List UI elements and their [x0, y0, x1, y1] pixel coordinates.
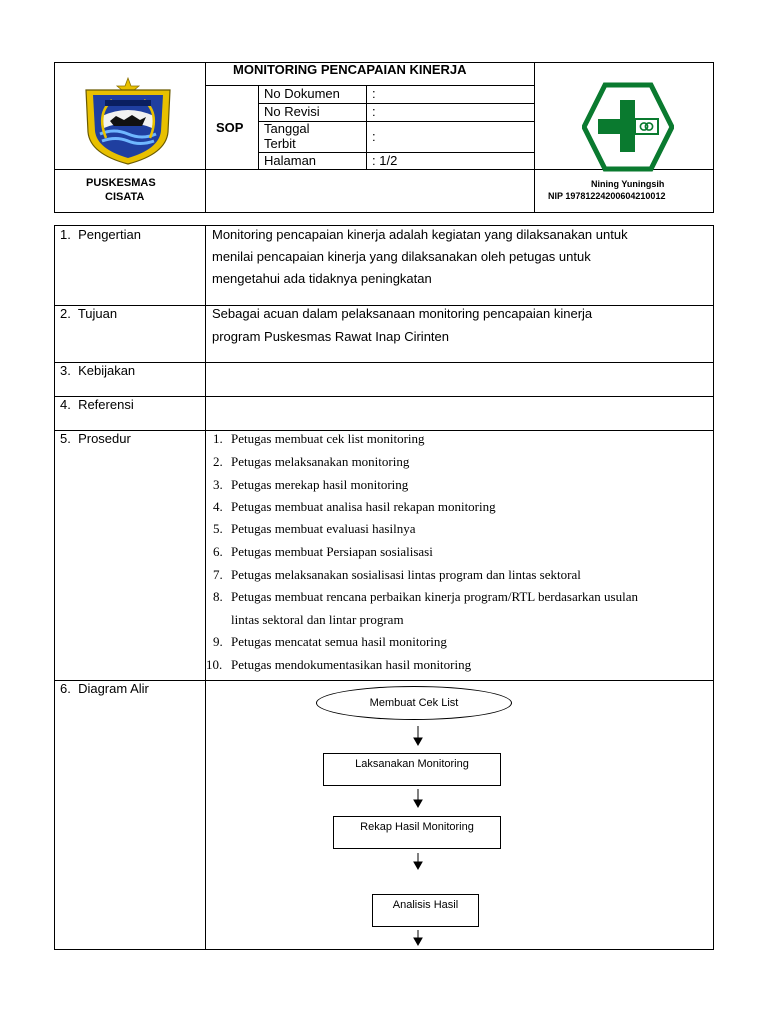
- meta-value-no-dokumen: :: [372, 86, 376, 101]
- section-label-pengertian: 1. Pengertian: [60, 227, 141, 242]
- meta-label-no-revisi: No Revisi: [264, 104, 320, 119]
- pengertian-line-2: menilai pencapaian kinerja yang dilaksanakan oleh petugas untuk: [212, 249, 591, 264]
- step-text: Petugas membuat rencana perbaikan kinerja program/RTL berdasarkan usulan: [231, 589, 638, 604]
- meta-label-no-dokumen: No Dokumen: [264, 86, 340, 101]
- tujuan-line-2: program Puskesmas Rawat Inap Cirinten: [212, 329, 449, 344]
- step-text: Petugas mencatat semua hasil monitoring: [231, 634, 447, 649]
- step-text: Petugas membuat cek list monitoring: [231, 431, 425, 446]
- step-text: Petugas membuat evaluasi hasilnya: [231, 521, 416, 536]
- step-text: Petugas membuat analisa hasil rekapan monitoring: [231, 499, 496, 514]
- step-number: 10.: [206, 657, 223, 672]
- step-text: Petugas mendokumentasikan hasil monitoring: [231, 657, 472, 672]
- flow-node-analisis: [372, 894, 479, 927]
- signer-nip: NIP 19781224200604210012: [548, 191, 666, 201]
- flow-node-rekap: [333, 816, 501, 849]
- tujuan-line-1: Sebagai acuan dalam pelaksanaan monitoring pencapaian kinerja: [212, 306, 593, 321]
- org-name-line2: CISATA: [105, 191, 145, 203]
- sop-label: SOP: [216, 120, 244, 135]
- step-number: 6.: [213, 544, 223, 559]
- step-number: 4.: [213, 499, 223, 514]
- pengertian-line-1: Monitoring pencapaian kinerja adalah kegiatan yang dilaksanakan untuk: [212, 227, 628, 242]
- meta-label-halaman: Halaman: [264, 153, 317, 168]
- meta-value-no-revisi: :: [372, 104, 376, 119]
- step-text-continued: lintas sektoral dan lintar program: [231, 612, 404, 627]
- flow-node-label: Analisis Hasil: [392, 899, 459, 911]
- step-number: 2.: [213, 454, 223, 469]
- section-label-prosedur: 5. Prosedur: [60, 431, 131, 446]
- pengertian-line-3: mengetahui ada tidaknya peningkatan: [212, 271, 432, 286]
- meta-label-tanggal: Tanggal: [264, 121, 310, 136]
- org-name-line1: PUSKESMAS: [86, 177, 156, 189]
- flow-node-laksanakan: [323, 753, 501, 786]
- step-text: Petugas melaksanakan sosialisasi lintas program dan lintas sektoral: [231, 567, 581, 582]
- step-number: 7.: [213, 567, 223, 582]
- step-number: 8.: [213, 589, 223, 604]
- step-number: 5.: [213, 521, 223, 536]
- section-label-diagram: 6. Diagram Alir: [60, 681, 149, 696]
- step-number: 9.: [213, 634, 223, 649]
- meta-label-terbit: Terbit: [264, 136, 296, 151]
- meta-value-halaman: : 1/2: [372, 153, 398, 168]
- step-text: Petugas membuat Persiapan sosialisasi: [231, 544, 433, 559]
- flow-node-label: Laksanakan Monitoring: [355, 758, 469, 770]
- step-text: Petugas melaksanakan monitoring: [231, 454, 410, 469]
- meta-value-tanggal-terbit: :: [372, 129, 376, 144]
- section-label-tujuan: 2. Tujuan: [60, 306, 118, 321]
- section-label-referensi: 4. Referensi: [60, 397, 134, 412]
- step-number: 3.: [213, 477, 223, 492]
- section-label-kebijakan: 3. Kebijakan: [60, 363, 136, 378]
- flow-node-label: Rekap Hasil Monitoring: [360, 821, 474, 833]
- document-title: MONITORING PENCAPAIAN KINERJA: [233, 62, 467, 77]
- flow-node-label: Membuat Cek List: [369, 697, 459, 709]
- step-text: Petugas merekap hasil monitoring: [231, 477, 409, 492]
- step-number: 1.: [213, 431, 223, 446]
- signer-name: Nining Yuningsih: [591, 179, 665, 189]
